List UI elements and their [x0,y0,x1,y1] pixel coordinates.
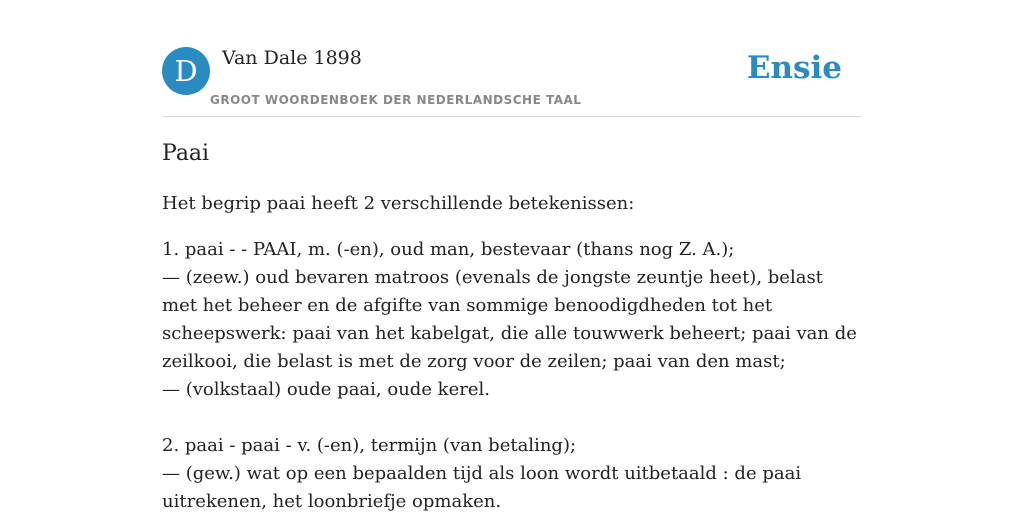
definition-2 [162,432,862,512]
entry-title: Paai [162,141,210,166]
entry-intro: Het begrip paai heeft 2 verschillende betekenissen: [162,193,635,214]
header [162,0,862,117]
definition-line: — (zeew.) oud bevaren matroos (evenals de jongste zeuntje heet), belast met het beheer en de afgifte van sommige benoodigdheden tot het scheepswerk: paai van het kabelgat, die alle touwwerk beheert; paai van de zeilkooi, die belast is met de zorg voor de zeilen; paai van den mast; [162,267,857,372]
entry-content [162,136,862,512]
definition-line: — (volkstaal) oude paai, oude kerel. [162,379,490,400]
dictionary-logo[interactable]: D [162,47,210,95]
definitions-list [162,236,862,512]
definition-line: — (gew.) wat op een bepaalden tijd als loon wordt uitbetaald : de paai uitrekenen, het loonbriefje opmaken. [162,463,802,512]
definition-line: 1. paai - - PAAI, m. (-en), oud man, bestevaar (thans nog Z. A.); [162,239,735,260]
definition-1 [162,236,862,404]
dictionary-subtitle: GROOT WOORDENBOEK DER NEDERLANDSCHE TAAL [210,93,582,107]
brand-logo[interactable]: Ensie [746,50,842,86]
dictionary-name[interactable]: Van Dale 1898 [222,47,362,69]
definition-line: 2. paai - paai - v. (-en), termijn (van betaling); [162,435,577,456]
